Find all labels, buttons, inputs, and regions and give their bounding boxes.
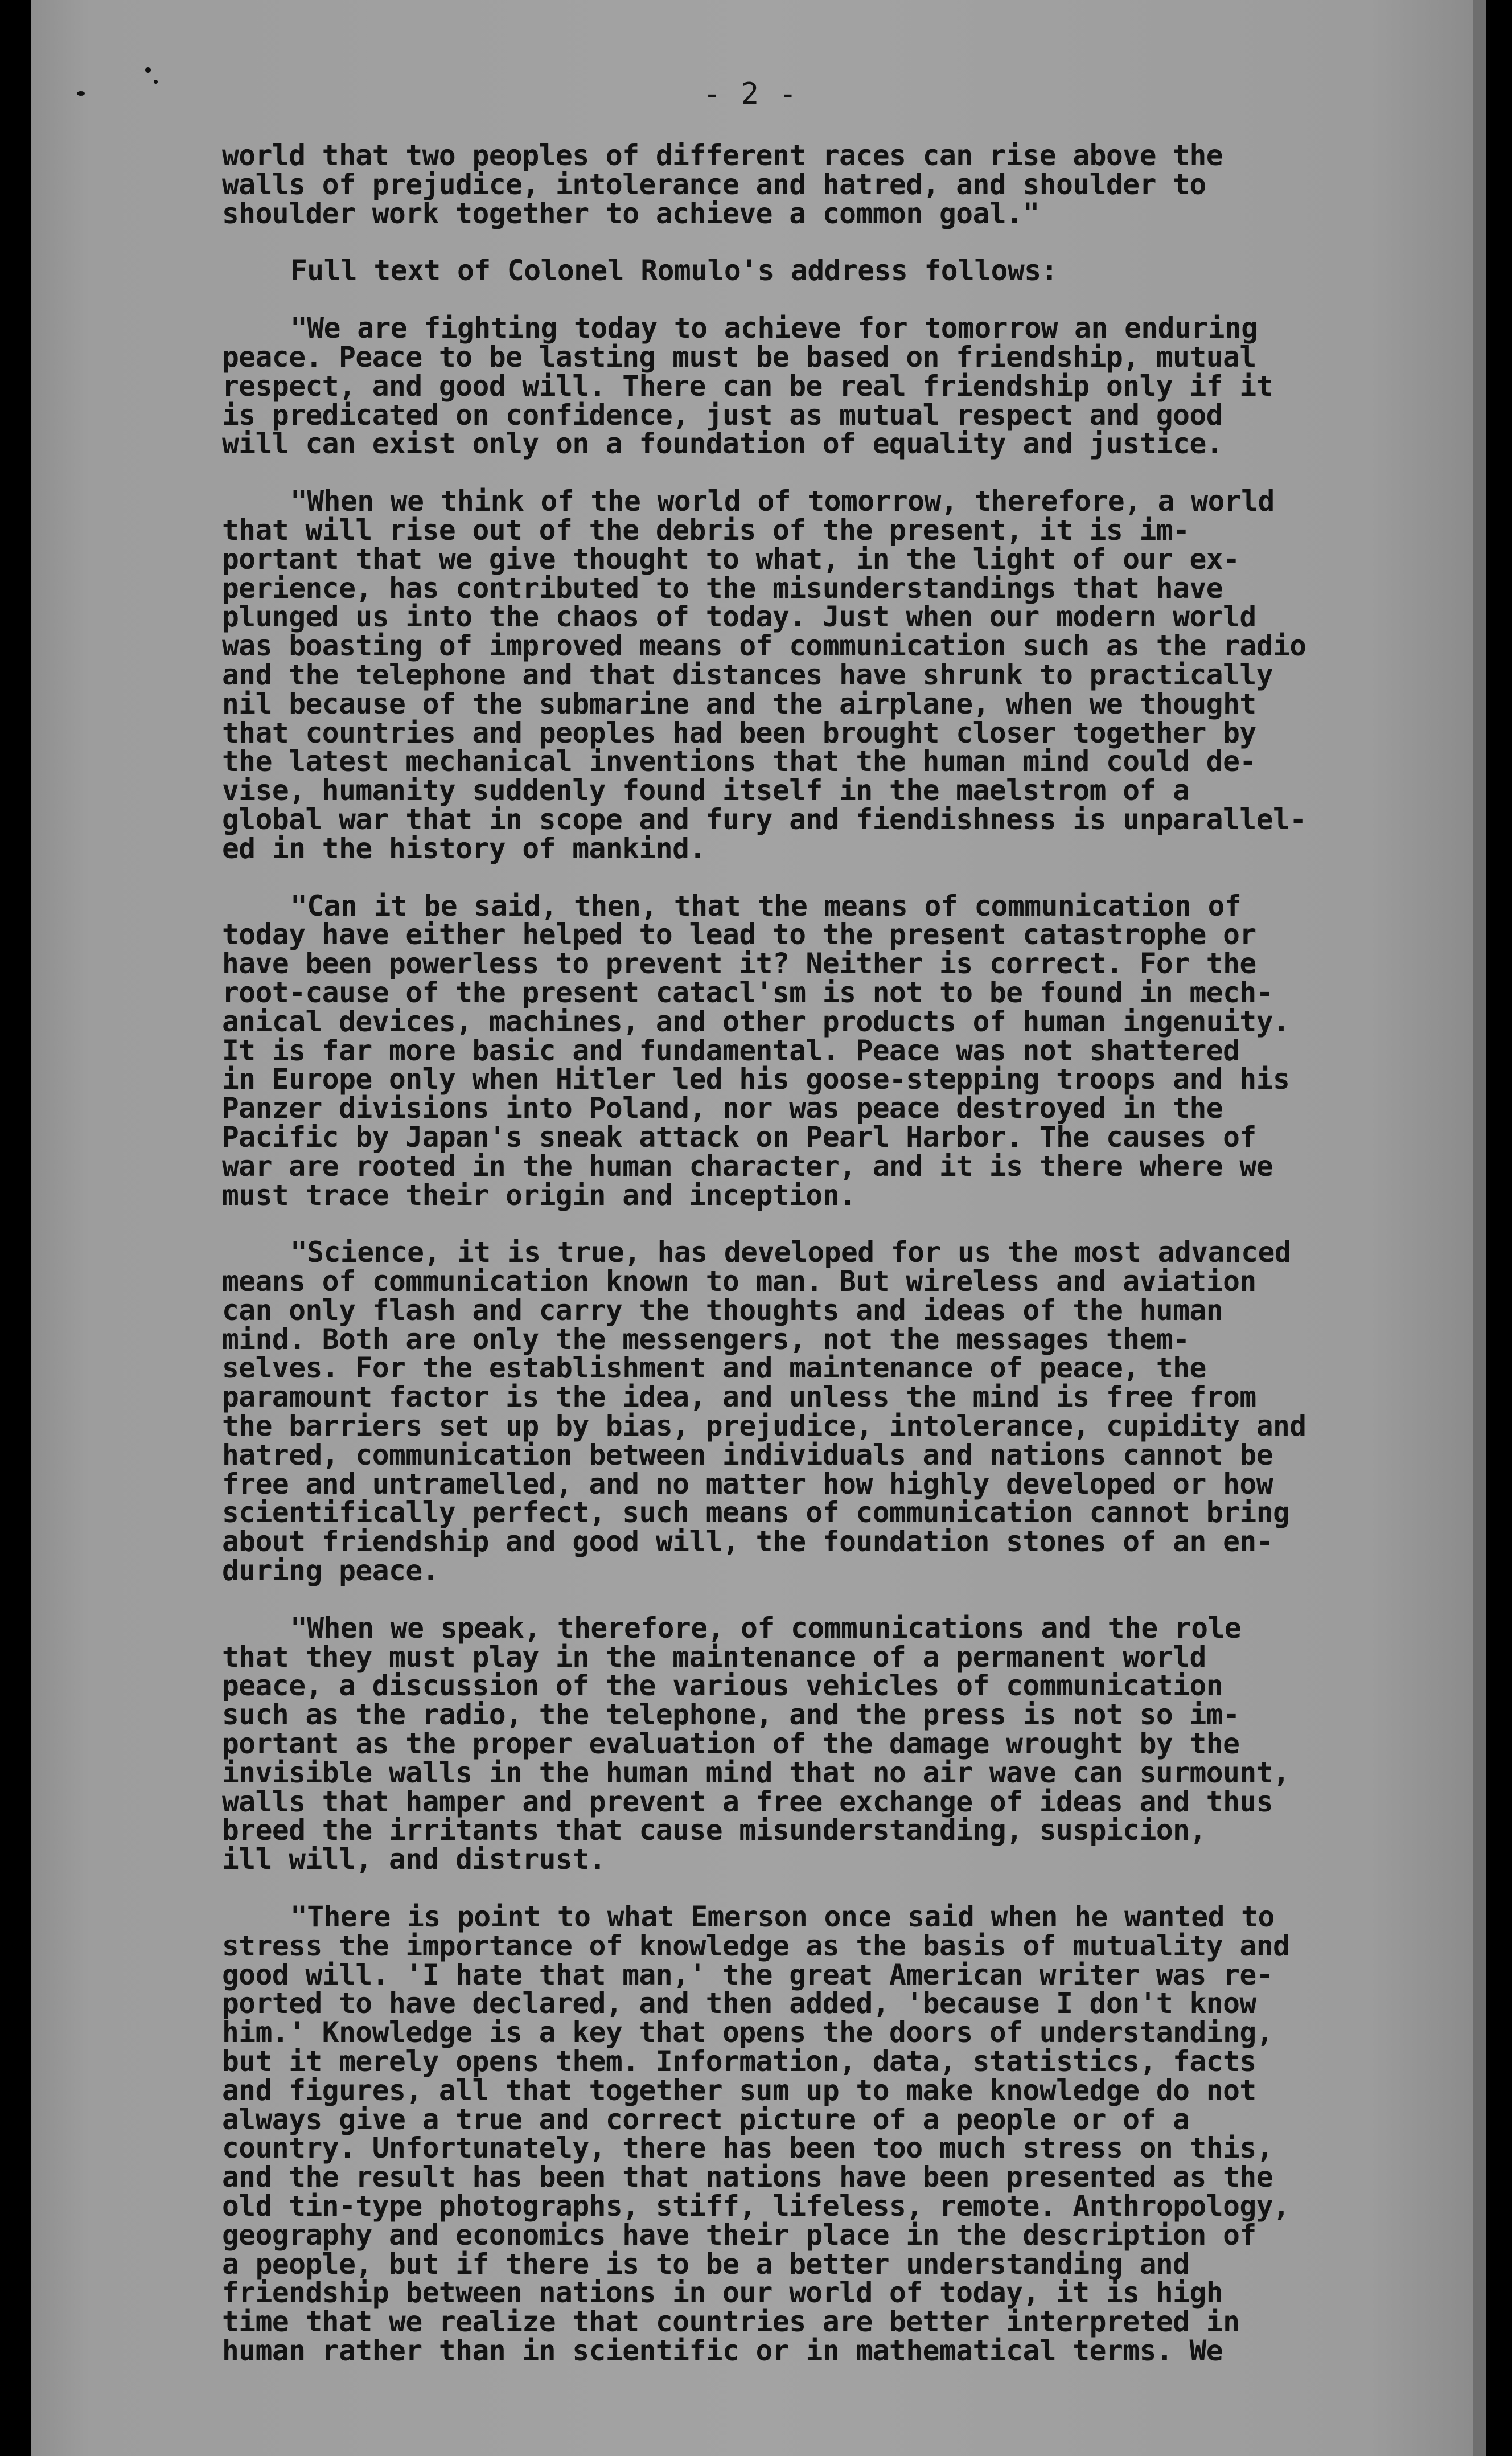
document-page xyxy=(31,0,1486,2456)
text-line: country. Unfortunately, there has been too much stress on this, xyxy=(222,2131,1273,2165)
text-line: and the result has been that nations have been presented as the xyxy=(222,2160,1273,2194)
text-line: friendship between nations in our world of today, it is high xyxy=(222,2276,1223,2310)
text-line: selves. For the establishment and maintenance of peace, the xyxy=(222,1351,1206,1385)
text-line: free and untramelled, and no matter how highly developed or how xyxy=(222,1467,1273,1500)
text-line: that countries and peoples had been brought closer together by xyxy=(222,716,1256,749)
text-line: Pacific by Japan's sneak attack on Pearl Harbor. The causes of xyxy=(222,1120,1256,1154)
text-line: peace. Peace to be lasting must be based on friendship, mutual xyxy=(222,340,1256,374)
text-line: global war that in scope and fury and fiendishness is unparallel- xyxy=(222,802,1306,836)
text-line: scientifically perfect, such means of communication cannot bring xyxy=(222,1496,1290,1530)
text-line: old tin-type photographs, stiff, lifeless, remote. Anthropology, xyxy=(222,2190,1290,2223)
text-line: anical devices, machines, and other products of human ingenuity. xyxy=(222,1004,1290,1038)
text-line: paramount factor is the idea, and unless the mind is free from xyxy=(222,1380,1256,1414)
paragraph xyxy=(222,254,1429,288)
text-line: "We are fighting today to achieve for tomorrow an enduring xyxy=(290,311,1258,345)
text-line: have been powerless to prevent it? Neither is correct. For the xyxy=(222,947,1256,981)
text-line: good will. 'I hate that man,' the great American writer was re- xyxy=(222,1958,1273,1991)
text-line: ed in the history of mankind. xyxy=(222,831,706,865)
text-line: geography and economics have their place in the description of xyxy=(222,2218,1256,2252)
text-line: Panzer divisions into Poland, nor was peace destroyed in the xyxy=(222,1092,1223,1125)
ink-speck xyxy=(77,91,85,96)
text-line: "When we speak, therefore, of communications and the role xyxy=(290,1611,1242,1645)
text-line: means of communication known to man. But wireless and aviation xyxy=(222,1265,1256,1298)
text-line: about friendship and good will, the foundation stones of an en- xyxy=(222,1525,1273,1559)
text-line: invisible walls in the human mind that no air wave can surmount, xyxy=(222,1756,1290,1789)
text-line: but it merely opens them. Information, data, statistics, facts xyxy=(222,2045,1256,2078)
text-line: portant as the proper evaluation of the damage wrought by the xyxy=(222,1727,1240,1761)
typewritten-body xyxy=(222,141,1429,2394)
text-line: the latest mechanical inventions that the human mind could de- xyxy=(222,745,1256,778)
paragraph xyxy=(222,1611,1429,1876)
text-line: peace, a discussion of the various vehicles of communication xyxy=(222,1669,1223,1703)
text-line: him.' Knowledge is a key that opens the doors of understanding, xyxy=(222,2016,1273,2049)
text-line: Full text of Colonel Romulo's address follows: xyxy=(290,254,1058,288)
text-line: today have either helped to lead to the present catastrophe or xyxy=(222,918,1256,952)
text-line: must trace their origin and inception. xyxy=(222,1178,856,1212)
paragraph xyxy=(222,889,1429,1212)
text-line: during peace. xyxy=(222,1554,439,1588)
text-line: nil because of the submarine and the airplane, when we thought xyxy=(222,687,1256,720)
text-line: and the telephone and that distances have shrunk to practically xyxy=(222,658,1273,691)
text-line: portant that we give thought to what, in the light of our ex- xyxy=(222,542,1240,576)
text-line: the barriers set up by bias, prejudice, intolerance, cupidity and xyxy=(222,1409,1306,1443)
text-line: walls that hamper and prevent a free exchange of ideas and thus xyxy=(222,1785,1273,1818)
text-line: can only flash and carry the thoughts and ideas of the human xyxy=(222,1293,1223,1327)
text-line: in Europe only when Hitler led his goose-stepping troops and his xyxy=(222,1063,1290,1096)
text-line: It is far more basic and fundamental. Peace was not shattered xyxy=(222,1034,1240,1067)
text-line: plunged us into the chaos of today. Just when our modern world xyxy=(222,600,1256,634)
text-line: war are rooted in the human character, and it is there where we xyxy=(222,1149,1273,1183)
text-line: ported to have declared, and then added, 'because I don't know xyxy=(222,1987,1256,2020)
text-line: respect, and good will. There can be real friendship only if it xyxy=(222,369,1273,403)
text-line: hatred, communication between individuals and nations cannot be xyxy=(222,1438,1273,1471)
ink-speck xyxy=(154,80,158,84)
text-line: that they must play in the maintenance of a permanent world xyxy=(222,1640,1206,1674)
text-line: stress the importance of knowledge as the basis of mutuality and xyxy=(222,1929,1290,1962)
paragraph xyxy=(222,311,1429,461)
text-line: "When we think of the world of tomorrow, therefore, a world xyxy=(290,485,1275,518)
text-line: breed the irritants that cause misunderstanding, suspicion, xyxy=(222,1814,1206,1847)
text-line: that will rise out of the debris of the present, it is im- xyxy=(222,513,1190,547)
text-line: vise, humanity suddenly found itself in the maelstrom of a xyxy=(222,774,1190,807)
text-line: ill will, and distrust. xyxy=(222,1843,606,1876)
text-line: such as the radio, the telephone, and the press is not so im- xyxy=(222,1698,1240,1732)
page-edge-shadow xyxy=(1473,0,1486,2456)
ink-speck xyxy=(145,67,151,73)
text-line: a people, but if there is to be a better understanding and xyxy=(222,2247,1190,2281)
text-line: was boasting of improved means of communication such as the radio xyxy=(222,629,1306,663)
text-line: "Can it be said, then, that the means of communication of xyxy=(290,889,1242,922)
text-line: root-cause of the present catacl'sm is not to be found in mech- xyxy=(222,975,1273,1009)
text-line: and figures, all that together sum up to make knowledge do not xyxy=(222,2073,1256,2107)
text-line: time that we realize that countries are better interpreted in xyxy=(222,2305,1240,2339)
text-line: will can exist only on a foundation of equality and justice. xyxy=(222,427,1223,461)
text-line: mind. Both are only the messengers, not the messages them- xyxy=(222,1322,1190,1356)
paragraph xyxy=(222,1236,1429,1588)
page-number: - 2 - xyxy=(703,77,798,111)
text-line: "Science, it is true, has developed for us the most advanced xyxy=(290,1236,1292,1269)
paragraph xyxy=(222,141,1429,228)
text-line: world that two peoples of different races can rise above the xyxy=(222,139,1223,172)
text-line: human rather than in scientific or in mathematical terms. We xyxy=(222,2334,1223,2367)
text-line: is predicated on confidence, just as mutual respect and good xyxy=(222,398,1223,432)
paragraph xyxy=(222,487,1429,863)
text-line: shoulder work together to achieve a common goal." xyxy=(222,196,1040,230)
paragraph xyxy=(222,1900,1429,2367)
text-line: "There is point to what Emerson once said when he wanted to xyxy=(290,1900,1275,1934)
text-line: walls of prejudice, intolerance and hatred, and shoulder to xyxy=(222,167,1206,201)
text-line: always give a true and correct picture of a people or of a xyxy=(222,2102,1190,2136)
text-line: perience, has contributed to the misunderstandings that have xyxy=(222,571,1223,605)
